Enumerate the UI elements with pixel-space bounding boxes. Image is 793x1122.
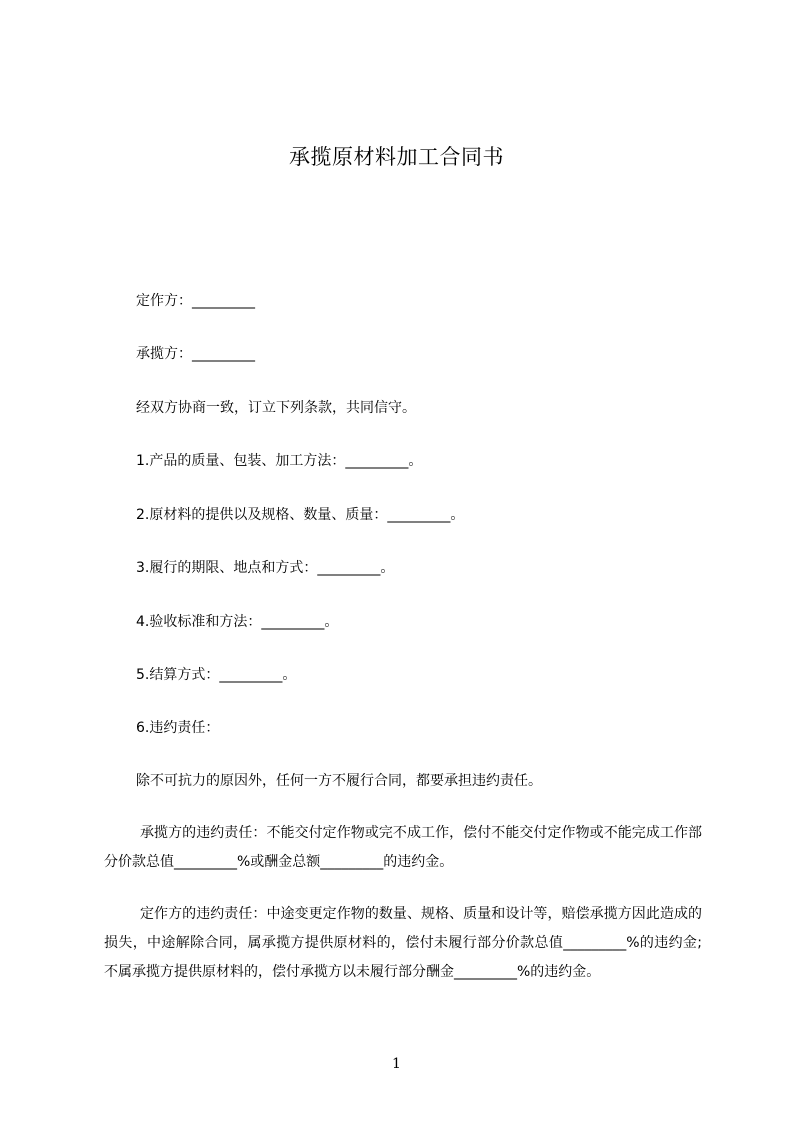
clause-1: 1.产品的质量、包装、加工方法：_________。 <box>136 453 423 469</box>
party-a-line: 定作方：_________ <box>136 293 255 309</box>
party-b-line: 承揽方：_________ <box>136 346 255 362</box>
clause-3: 3.履行的期限、地点和方式：_________。 <box>136 560 395 576</box>
clause-4: 4.验收标准和方法：_________。 <box>136 614 339 630</box>
page-number: 1 <box>392 1056 401 1072</box>
contractor-liability-paragraph: 承揽方的违约责任：不能交付定作物或完不成工作，偿付不能交付定作物或不能完成工作部分价款总值_________%或酬金总额_________的违约金。 <box>104 825 702 870</box>
clause-2: 2.原材料的提供以及规格、数量、质量：_________。 <box>136 507 465 523</box>
document-title: 承揽原材料加工合同书 <box>289 145 504 169</box>
intro-line: 经双方协商一致，订立下列条款，共同信守。 <box>136 400 416 416</box>
clause-5: 5.结算方式：_________。 <box>136 667 297 683</box>
orderer-liability-paragraph: 定作方的违约责任：中途变更定作物的数量、规格、质量和设计等，赔偿承揽方因此造成的损失，中途解除合同，属承揽方提供原材料的，偿付未履行部分价款总值_________%的违约金;不属承揽方提供原材料的，偿付承揽方以未履行部分酬金_________%的违约金。 <box>104 906 702 980</box>
clause-6: 6.违约责任： <box>136 720 220 736</box>
force-majeure-line: 除不可抗力的原因外，任何一方不履行合同，都要承担违约责任。 <box>136 773 542 789</box>
